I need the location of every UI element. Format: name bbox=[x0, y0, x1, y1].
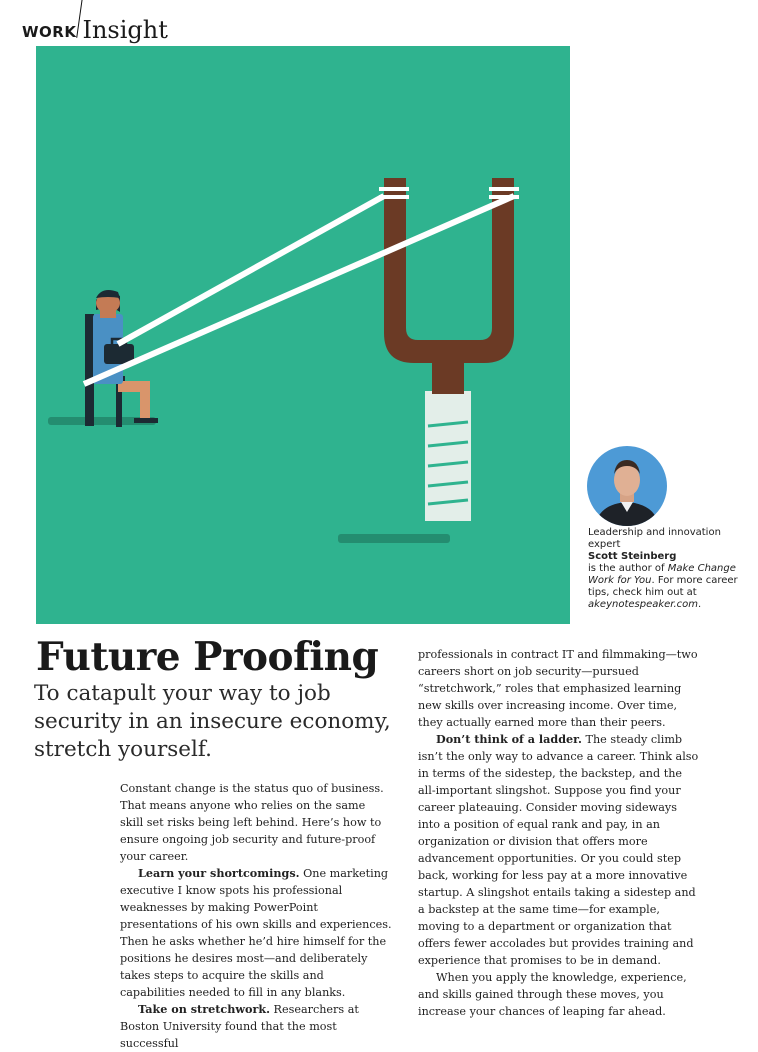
section-header bbox=[22, 14, 168, 44]
author-bio bbox=[588, 527, 753, 611]
body-paragraph: When you apply the knowledge, experience, and skills gained through these moves, you increase your chances of leaping far ahead. bbox=[418, 971, 687, 1018]
author-post-book: . For more career tips, check him out at bbox=[588, 575, 738, 598]
author-bio-end: . bbox=[698, 599, 702, 610]
author-pre-book: is the author of bbox=[588, 563, 665, 574]
body-paragraph: professionals in contract IT and filmmaking—two careers short on job security—pursued “stretchwork,” roles that emphasized learning new skills over increasing income. Over time, they actually earned more than their peers. bbox=[418, 648, 698, 729]
paragraph-lead-in: Learn your shortcomings. bbox=[138, 866, 300, 880]
body-paragraph: Constant change is the status quo of business. That means anyone who relies on the same skill set risks being left behind. Here’s how to ensure ongoing job security and future-proof your career. bbox=[120, 782, 384, 863]
author-intro: Leadership and innovation expert bbox=[588, 527, 721, 550]
body-paragraph: Learn your shortcomings. One marketing executive I know spots his professional weaknesses by making PowerPoint presentations of his own skills and experiences. Then he asks whether he’d hire himself for the positions he desires most—and deliberately takes steps to acquire the skills and capabilities needed to fill in any blanks. bbox=[120, 866, 392, 999]
body-paragraph: Don’t think of a ladder. The steady climb isn’t the only way to advance a career. Think also in terms of the sidestep, the backstep, and the all-important slingshot. Suppose you find your career plateauing. Consider moving sideways into a position of equal rank and pay, in an organization or division that offers more advancement opportunities. Or you could step back, working for less pay at a more innovative startup. A slingshot entails taking a sidestep and a backstep at the same time—for example, moving to a department or organization that offers fewer accolades but provides training and experience that promises to be in demand. bbox=[418, 732, 699, 967]
author-name: Scott Steinberg bbox=[588, 551, 677, 562]
section-title: Insight bbox=[82, 16, 168, 44]
paragraph-lead-in: Don’t think of a ladder. bbox=[436, 732, 582, 746]
body-paragraph: Take on stretchwork. Researchers at Boston University found that the most successful bbox=[120, 1002, 359, 1050]
slingshot-illustration bbox=[36, 46, 570, 624]
paragraph-lead-in: Take on stretchwork. bbox=[138, 1002, 270, 1016]
body-column-2 bbox=[418, 646, 700, 1020]
author-avatar bbox=[587, 446, 667, 526]
body-column-1 bbox=[120, 780, 392, 1052]
slingshot-shadow bbox=[338, 534, 450, 543]
author-website-link[interactable]: akeynotespeaker.com bbox=[588, 599, 699, 610]
section-label: WORK bbox=[22, 23, 77, 41]
article-headline: Future Proofing bbox=[36, 634, 379, 680]
author-book-title: Make Change Work for You bbox=[588, 563, 736, 586]
article-deck: To catapult your way to job security in an insecure economy, stretch yourself. bbox=[34, 681, 391, 762]
